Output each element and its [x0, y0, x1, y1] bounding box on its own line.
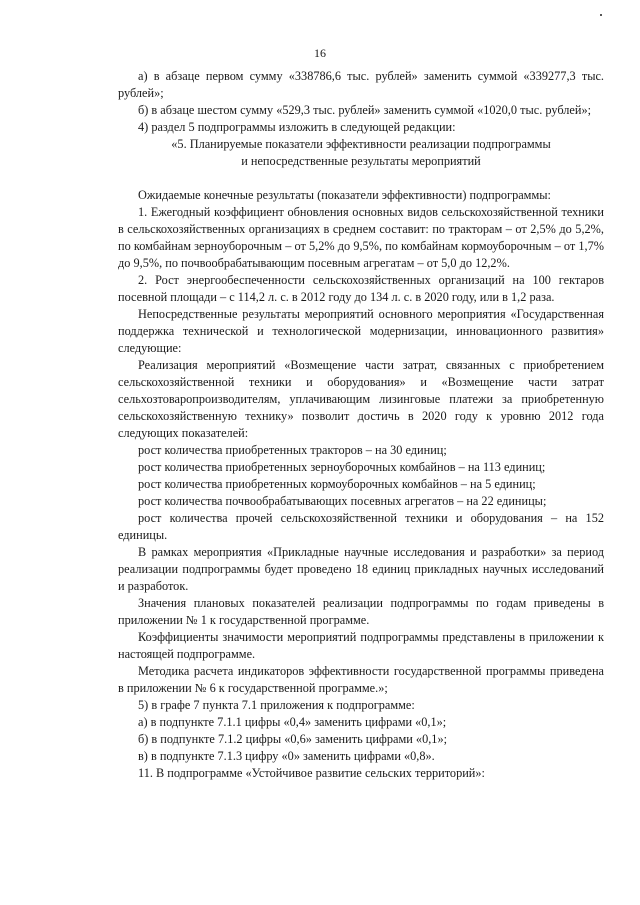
paragraph-methodology: Методика расчета индикаторов эффективности государственной программы приведена в приложении № 6 к государственной программе.»; [118, 664, 604, 695]
document-body [118, 68, 604, 782]
paragraph-significance: Коэффициенты значимости мероприятий подпрограммы представлены в приложении к настоящей подпрограмме. [118, 630, 604, 661]
paragraph-direct-results: Непосредственные результаты мероприятий основного мероприятия «Государственная поддержка технической и технологической модернизации, инновационного развития» следующие: [118, 307, 604, 355]
paragraph-expected-results: Ожидаемые конечные результаты (показатели эффективности) подпрограммы: [138, 188, 551, 202]
page-number: 16 [314, 46, 326, 60]
paragraph-amend-b: б) в абзаце шестом сумму «529,3 тыс. рублей» заменить суммой «1020,0 тыс. рублей»; [138, 103, 592, 117]
paragraph-amend-a: а) в абзаце первом сумму «338786,6 тыс. рублей» заменить суммой «339277,3 тыс. рублей»; [118, 69, 604, 100]
paragraph-energy-supply: 2. Рост энергообеспеченности сельскохозяйственных организаций на 100 гектаров посевной площади – с 114,2 л. с. в 2012 году до 134 л. с. в 2020 году, или в 1,2 раза. [118, 273, 604, 304]
paragraph-rural-development: 11. В подпрограмме «Устойчивое развитие сельских территорий»: [138, 766, 485, 780]
paragraph-renewal-coefficient: 1. Ежегодный коэффициент обновления основных видов сельскохозяйственной техники в сельскохозяйственных организациях в среднем составит: по тракторам – от 2,5% до 5,2%, по комбайнам зерноуборочным – от 5,2% до 9,5%, по комбайнам кормоуборочным – от 1,7% до 9,5%, по почвообрабатывающим посевным агрегатам – от 5,0 до 12,2%. [118, 205, 604, 270]
paragraph-applied-research: В рамках мероприятия «Прикладные научные исследования и разработки» за период реализации подпрограммы будет проведено 18 единиц прикладных научных исследований и разработок. [118, 545, 604, 593]
result-combines-grain: рост количества приобретенных зерноуборочных комбайнов – на 113 единиц; [138, 460, 546, 474]
section-heading-line-2: и непосредственные результаты мероприятий [241, 154, 481, 168]
paragraph-planned-values: Значения плановых показателей реализации подпрограммы по годам приведены в приложении № 1 к государственной программе. [118, 596, 604, 627]
paragraph-subitem-7-1-2: б) в подпункте 7.1.2 цифры «0,6» заменить цифрами «0,1»; [138, 732, 448, 746]
paragraph-subitem-7-1-1: а) в подпункте 7.1.1 цифры «0,4» заменить цифрами «0,1»; [138, 715, 447, 729]
paragraph-implementation: Реализация мероприятий «Возмещение части затрат, связанных с приобретением сельскохозяйственной техники и оборудования» и «Возмещение части затрат сельхозтоваропроизводителям, уплачивающим лизинговые платежи за приобретенную сельскохозяйственную технику» позволит достичь в 2020 году к уровню 2012 года следующих показателей: [118, 358, 604, 440]
paragraph-column-7: 5) в графе 7 пункта 7.1 приложения к подпрограмме: [138, 698, 415, 712]
scan-mark [600, 14, 602, 16]
result-combines-forage: рост количества приобретенных кормоуборочных комбайнов – на 5 единиц; [138, 477, 536, 491]
section-heading-line-1: «5. Планируемые показатели эффективности реализации подпрограммы [171, 137, 551, 151]
paragraph-subitem-7-1-3: в) в подпункте 7.1.3 цифру «0» заменить цифрами «0,8». [138, 749, 435, 763]
result-tractors: рост количества приобретенных тракторов – на 30 единиц; [138, 443, 447, 457]
result-other-equipment: рост количества прочей сельскохозяйственной техники и оборудования – на 152 единицы. [118, 511, 604, 542]
paragraph-section-5: 4) раздел 5 подпрограммы изложить в следующей редакции: [138, 120, 456, 134]
result-tillage-units: рост количества почвообрабатывающих посевных агрегатов – на 22 единицы; [138, 494, 547, 508]
